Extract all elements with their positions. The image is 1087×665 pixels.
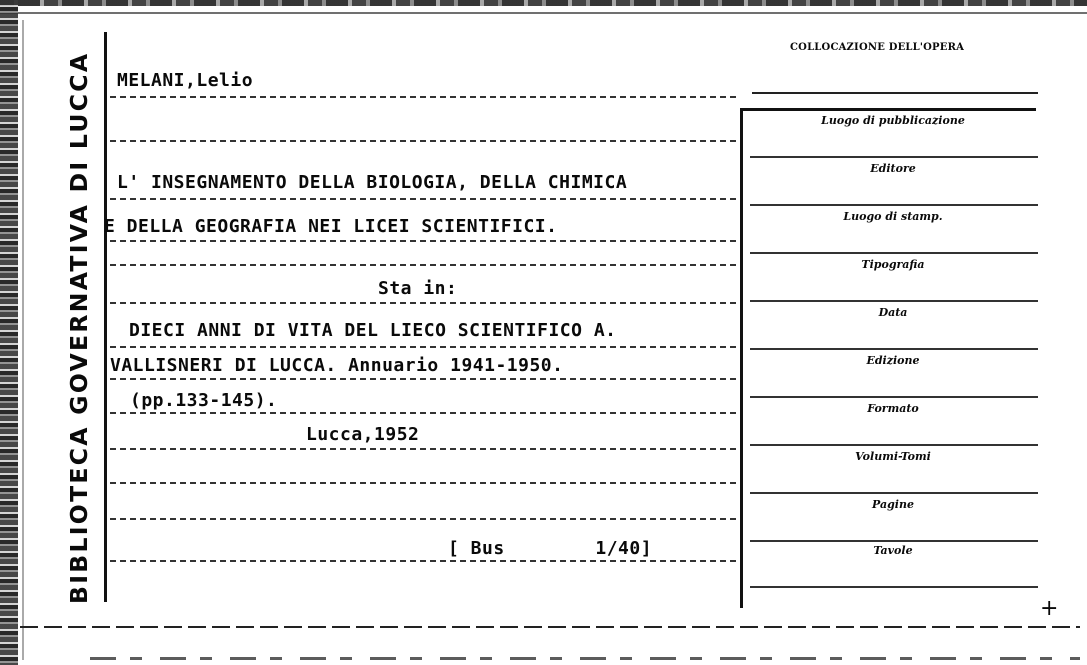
field-place-of-printing: Luogo di stamp. bbox=[843, 210, 943, 223]
rule-line bbox=[110, 198, 736, 200]
field-line bbox=[750, 300, 1038, 302]
field-line bbox=[750, 396, 1038, 398]
scan-edge-bottom-line bbox=[90, 657, 1080, 660]
field-line bbox=[750, 444, 1038, 446]
rule-line bbox=[110, 560, 736, 562]
collocation-box-left bbox=[740, 110, 743, 608]
field-volumes: Volumi-Tomi bbox=[855, 450, 931, 463]
field-edition: Edizione bbox=[866, 354, 920, 367]
rule-line bbox=[110, 412, 736, 414]
scan-edge-left bbox=[0, 0, 18, 665]
title-line-1: L' INSEGNAMENTO DELLA BIOLOGIA, DELLA CHIMICA bbox=[117, 172, 628, 193]
rule-line bbox=[110, 264, 736, 266]
source-line-2: VALLISNERI DI LUCCA. Annuario 1941-1950. bbox=[110, 355, 564, 376]
rule-line bbox=[110, 140, 736, 142]
field-publisher: Editore bbox=[870, 162, 916, 175]
place-year: Lucca,1952 bbox=[306, 424, 420, 445]
source-line-1: DIECI ANNI DI VITA DEL LIECO SCIENTIFICO A. bbox=[129, 320, 617, 341]
collocation-top-line bbox=[752, 92, 1038, 94]
field-line bbox=[750, 540, 1038, 542]
library-name: BIBLIOTECA GOVERNATIVA DI LUCCA bbox=[65, 51, 93, 604]
scan-edge-top bbox=[0, 0, 1087, 6]
rule-line bbox=[110, 482, 736, 484]
rule-line bbox=[110, 240, 736, 242]
field-line bbox=[750, 586, 1038, 588]
source-line-3: (pp.133-145). bbox=[130, 390, 278, 411]
field-line bbox=[750, 492, 1038, 494]
collocation-title: COLLOCAZIONE DELL'OPERA bbox=[790, 42, 965, 53]
field-line bbox=[750, 156, 1038, 158]
field-format: Formato bbox=[867, 402, 919, 415]
field-line bbox=[750, 204, 1038, 206]
field-pages: Pagine bbox=[872, 498, 914, 511]
rule-line bbox=[110, 448, 736, 450]
rule-line bbox=[110, 346, 736, 348]
scan-edge-bottom bbox=[20, 626, 1080, 628]
rule-line bbox=[110, 518, 736, 520]
rule-line bbox=[110, 302, 736, 304]
rule-line bbox=[110, 96, 736, 98]
title-line-2: E DELLA GEOGRAFIA NEI LICEI SCIENTIFICI. bbox=[104, 216, 558, 237]
plus-mark-icon: + bbox=[1040, 596, 1059, 621]
author-name: MELANI,Lelio bbox=[117, 70, 254, 91]
field-line bbox=[750, 252, 1038, 254]
field-date: Data bbox=[878, 306, 908, 319]
in-label: Sta in: bbox=[378, 278, 458, 299]
field-printer: Tipografia bbox=[861, 258, 925, 271]
scan-edge-top-line bbox=[0, 12, 1087, 14]
field-plates: Tavole bbox=[873, 544, 913, 557]
shelf-mark: [ Bus 1/40] bbox=[448, 538, 653, 559]
rule-line bbox=[110, 378, 736, 380]
field-place-of-publication: Luogo di pubblicazione bbox=[821, 114, 965, 127]
card-frame-left bbox=[104, 32, 107, 602]
collocation-box-top bbox=[740, 108, 1036, 111]
field-line bbox=[750, 348, 1038, 350]
scan-edge-left-line bbox=[22, 20, 24, 660]
